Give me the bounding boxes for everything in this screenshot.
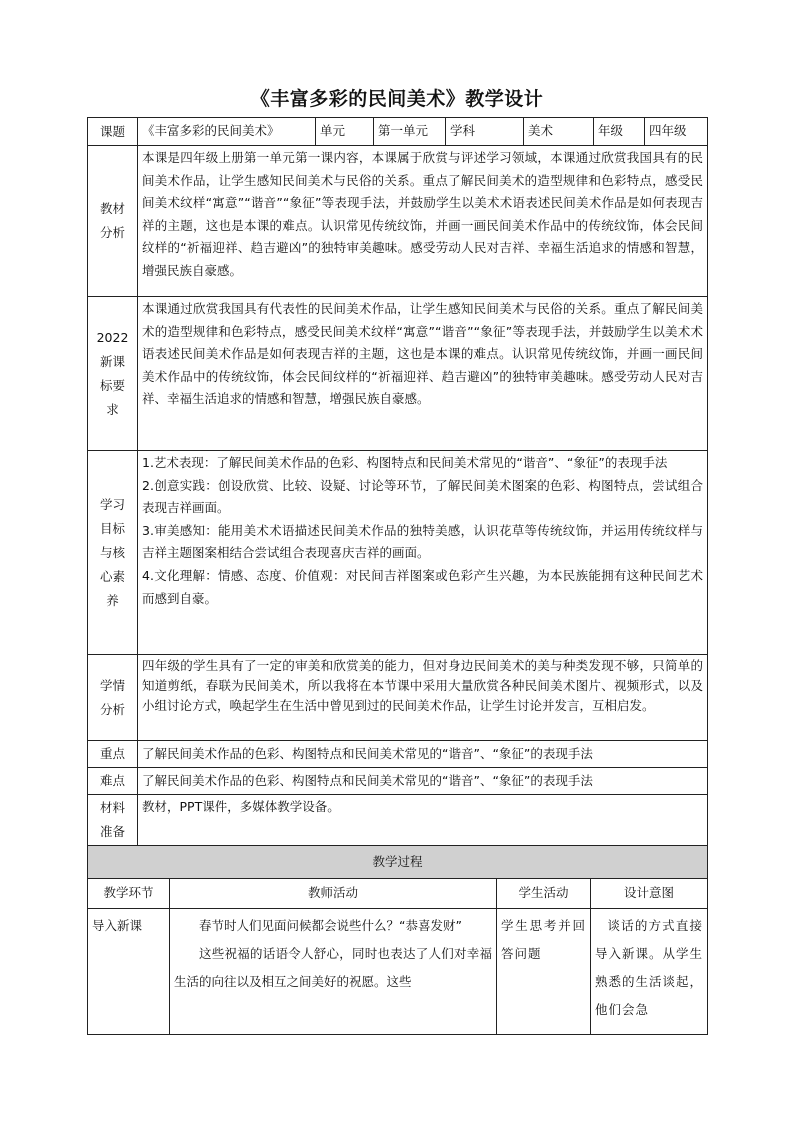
stage-cell: 导入新课 — [88, 909, 170, 1035]
difficult-point-label: 难点 — [88, 768, 138, 795]
topic-label: 课题 — [88, 118, 138, 146]
page-title: 《丰富多彩的民间美术》教学设计 — [250, 88, 544, 110]
goal-item: 3.审美感知：能用美术术语描述民间美术作品的独特美感，认识花草等传统纹饰，并运用传统纹样与吉祥主题图案相结合尝试组合表现喜庆吉祥的画面。 — [142, 522, 703, 561]
unit-label: 单元 — [316, 118, 374, 146]
subject-label: 学科 — [446, 118, 524, 146]
student-situation-text: 四年级的学生具有了一定的审美和欣赏美的能力，但对身边民间美术的美与种类发现不够，只简单的知道剪纸，春联为民间美术，所以我将在本节课中采用大量欣赏各种民间美术图片、视频形式，以及小组讨论方式，唤起学生在生活中曾见到过的民间美术作品，让学生讨论并发言，互相启发。 — [138, 655, 708, 741]
col-intent-header: 设计意图 — [591, 879, 708, 909]
col-teacher-header: 教师活动 — [170, 879, 497, 909]
difficult-point-text: 了解民间美术作品的色彩、构图特点和民间美术常见的“谐音”、“象征”的表现手法 — [138, 768, 708, 795]
key-point-label: 重点 — [88, 741, 138, 768]
process-heading: 教学过程 — [88, 846, 708, 879]
col-stage-header: 教学环节 — [88, 879, 170, 909]
material-analysis-text: 本课是四年级上册第一单元第一课内容，本课属于欣赏与评述学习领域，本课通过欣赏我国具有的民间美术作品，让学生感知民间美术与民俗的关系。重点了解民间美术的造型规律和色彩特点，感受民间美术纹样“寓意”“谐音”“象征”等表现手法，并鼓励学生以美术术语表述民间美术作品是如何表现吉祥的主题，这也是本课的难点。认识常见传统纹饰，并画一画民间美术作品中的传统纹饰，体会民间纹样的“祈福迎祥、趋吉避凶”的独特审美趣味。感受劳动人民对吉祥、幸福生活追求的情感和智慧，增强民族自豪感。 — [138, 146, 708, 297]
key-point-text: 了解民间美术作品的色彩、构图特点和民间美术常见的“谐音”、“象征”的表现手法 — [138, 741, 708, 768]
unit-value: 第一单元 — [374, 118, 446, 146]
info-table — [87, 117, 708, 846]
goal-item: 2.创意实践：创设欣赏、比较、设疑、讨论等环节，了解民间美术图案的色彩、构图特点，尝试组合表现吉祥画面。 — [142, 477, 703, 516]
process-table — [87, 845, 708, 1035]
curriculum-standard-text: 本课通过欣赏我国具有代表性的民间美术作品，让学生感知民间美术与民俗的关系。重点了解民间美术的造型规律和色彩特点，感受民间美术纹样“寓意”“谐音”“象征”等表现手法，并鼓励学生以美术术语表述民间美术作品是如何表现吉祥的主题，这也是本课的难点。认识常见传统纹饰，并画一画民间美术作品中的传统纹饰，体会民间纹样的“祈福迎祥、趋吉避凶”的独特审美趣味。感受劳动人民对吉祥、幸福生活追求的情感和智慧，增强民族自豪感。 — [138, 297, 708, 451]
material-analysis-label: 教材 分析 — [88, 146, 138, 297]
grade-label: 年级 — [594, 118, 645, 146]
teacher-activity-cell: 春节时人们见面问候都会说些什么？“恭喜发财” 这些祝福的话语令人舒心，同时也表达了人们对幸福生活的向往以及相互之间美好的祝愿。这些 — [170, 909, 497, 1035]
curriculum-standard-label: 2022 新课 标要 求 — [88, 297, 138, 451]
materials-prep-label: 材料 准备 — [88, 795, 138, 846]
learning-goals-text — [138, 451, 708, 655]
col-student-header: 学生活动 — [497, 879, 591, 909]
design-intent-cell: 谈话的方式直接导入新课。从学生熟悉的生活谈起，他们会急 — [591, 909, 708, 1035]
materials-prep-text: 教材，PPT课件，多媒体教学设备。 — [138, 795, 708, 846]
student-activity-cell: 学生思考并回答问题 — [497, 909, 591, 1035]
student-situation-label: 学情 分析 — [88, 655, 138, 741]
goal-item: 4.文化理解：情感、态度、价值观：对民间吉祥图案或色彩产生兴趣，为本民族能拥有这种民间艺术而感到自豪。 — [142, 567, 703, 606]
subject-value: 美术 — [524, 118, 594, 146]
topic-value: 《丰富多彩的民间美术》 — [138, 118, 316, 146]
grade-value: 四年级 — [645, 118, 708, 146]
learning-goals-label: 学习 目标 与核 心素 养 — [88, 451, 138, 655]
goal-item: 1.艺术表现：了解民间美术作品的色彩、构图特点和民间美术常见的“谐音”、“象征”的表现手法 — [142, 455, 668, 470]
